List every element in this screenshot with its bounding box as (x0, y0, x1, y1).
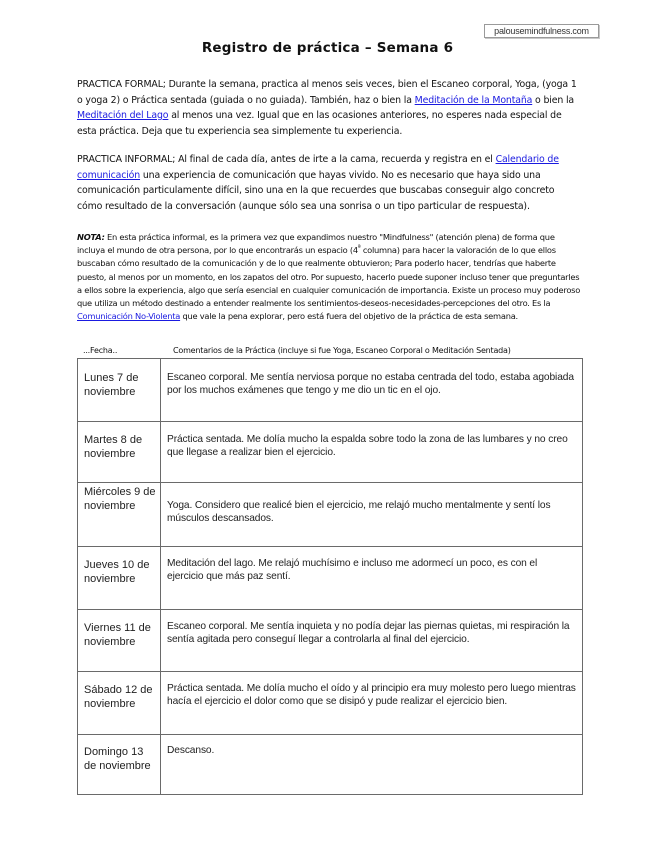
informal-practice-label: PRACTICA INFORMAL; (77, 154, 176, 165)
comment-cell[interactable]: Práctica sentada. Me dolía mucho la espalda sobre todo la zona de las lumbares y no creo que llegase a realizar bien el ejercicio. (167, 434, 568, 458)
informal-practice-paragraph (77, 152, 577, 214)
practice-log-table (77, 358, 583, 795)
comment-cell[interactable]: Yoga. Considero que realicé bien el ejercicio, me relajó mucho mentalmente y sentí los músculos descansados. (167, 500, 551, 524)
page-title: Registro de práctica – Semana 6 (201, 40, 454, 56)
date-cell: Jueves 10 de noviembre (78, 547, 161, 609)
informal-text-2: una experiencia de comunicación que hayas vivido. No es necesario que haya sido una comunicación particulamente difícil, sino una en la que recuerdes que buscabas conseguir algo concreto cómo resultado de la conversación (aunque sólo sea una sonrisa o un tipo particular de respuesta). (77, 169, 555, 212)
informal-text-1: Al final de cada día, antes de irte a la cama, recuerda y registra en el (175, 154, 496, 165)
comment-cell[interactable]: Escaneo corporal. Me sentía nerviosa porque no estaba centrada del todo, estaba agobiada por los muchos exámenes que tengo y me dio un tic en el ojo. (167, 372, 574, 396)
formal-text-2: o bien la (532, 94, 575, 106)
link-nonviolent-communication[interactable]: Comunicación No-Violenta (77, 311, 181, 322)
note-superscript: ª (357, 244, 361, 252)
table-row (78, 547, 582, 610)
table-row (78, 672, 582, 735)
table-header (77, 346, 583, 358)
table-row (78, 483, 582, 547)
date-cell: Sábado 12 de noviembre (78, 672, 161, 734)
note-paragraph (77, 231, 581, 323)
date-cell: Miércoles 9 de noviembre (78, 483, 161, 546)
formal-practice-label: PRACTICA FORMAL; (77, 79, 166, 90)
comment-cell[interactable]: Escaneo corporal. Me sentía inquieta y no podía dejar las piernas quietas, mi respiración la sentía agitada pero conseguí llegar a controlarla al final del ejercicio. (167, 621, 570, 645)
comment-cell[interactable]: Meditación del lago. Me relajó muchísimo e incluso me adormecí un poco, es con el ejercicio que más paz sentí. (167, 558, 538, 582)
note-text-3: que vale la pena explorar, pero está fuera del objetivo de la práctica de esta semana. (180, 311, 518, 322)
table-row (78, 422, 582, 483)
formal-practice-paragraph (77, 77, 577, 139)
formal-text-3: al menos una vez. Igual que en las ocasiones anteriores, no esperes nada especial de esta práctica. Deja que tu experiencia sea simplemente tu experiencia. (77, 110, 562, 137)
date-cell: Martes 8 de noviembre (78, 422, 161, 482)
comment-cell[interactable]: Práctica sentada. Me dolía mucho el oído y al principio era muy molesto pero luego mientras hacía el ejercicio el dolor como que se disipó y pude realizar el ejercicio bien. (167, 683, 576, 707)
table-row (78, 359, 582, 422)
date-cell: Lunes 7 de noviembre (78, 359, 161, 421)
link-communication-calendar[interactable]: Calendario de comunicación (77, 154, 559, 181)
header-comments: Comentarios de la Práctica (incluye si fue Yoga, Escaneo Corporal o Meditación Sentada) (173, 346, 511, 355)
header-date: ...Fecha.. (83, 346, 118, 355)
table-row (78, 735, 582, 794)
formal-text-1: Durante la semana, practica al menos seis veces, bien el Escaneo corporal, Yoga, (yoga 1 o yoga 2) o Práctica sentada (guiada o no guiada). También, haz o bien la (77, 79, 577, 106)
site-badge[interactable]: palousemindfulness.com (484, 24, 599, 38)
comment-cell[interactable]: Descanso. (167, 745, 215, 756)
date-cell: Domingo 13 de noviembre (78, 735, 161, 794)
note-text-1: En esta práctica informal, es la primera vez que expandimos nuestro "Mindfulness" (atención plena) de forma que incluya el mundo de otra persona, por lo que encontrarás un espacio (4 (77, 232, 555, 256)
link-lake-meditation[interactable]: Meditación del Lago (77, 110, 169, 121)
note-label: NOTA: (77, 232, 105, 242)
note-text-2: columna) para hacer la valoración de lo que ellos buscaban cómo resultado de la comunicación y de lo que realmente obtuvieron; Para poderlo hacer, tendrías que haberte puesto, al menos por un momento, en los zapatos del otro. Por supuesto, hacerlo puede suponer incluso tener que preguntarles a ellos sobre la experiencia, algo que sería esencial en cualquier comunicación de importancia. Existe un proceso muy poderoso que utiliza un método destinado a entender realmente los sentimientos-deseos-necesidades-percepciones del otro. Es la (77, 245, 581, 309)
link-mountain-meditation[interactable]: Meditación de la Montaña (414, 94, 533, 106)
table-row (78, 610, 582, 672)
date-cell: Viernes 11 de noviembre (78, 610, 161, 671)
